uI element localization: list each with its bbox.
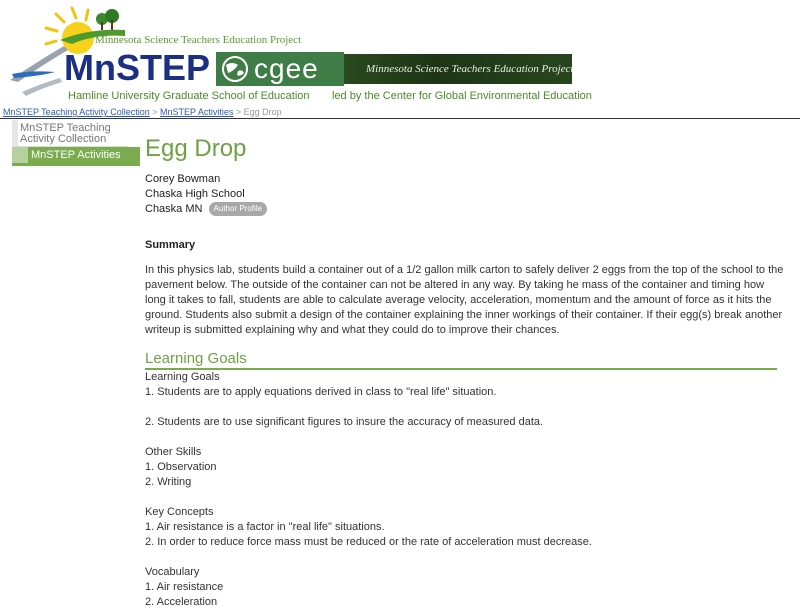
summary-heading: Summary — [145, 239, 196, 251]
vocabulary-heading: Vocabulary — [145, 566, 200, 578]
sidebar-item-collection[interactable]: MnSTEP Teaching Activity Collection — [12, 120, 128, 147]
header-divider — [0, 118, 800, 119]
breadcrumb-current: Egg Drop — [243, 107, 282, 117]
hamline-text: Hamline University Graduate School of Education — [68, 90, 310, 102]
breadcrumb-separator: > — [233, 107, 244, 117]
globe-icon — [220, 55, 250, 83]
breadcrumb-link-collection[interactable]: MnSTEP Teaching Activity Collection — [3, 107, 150, 117]
key-concept-item: 2. In order to reduce force mass must be reduced or the rate of acceleration must decrease. — [145, 536, 592, 548]
vocabulary-item: 2. Acceleration — [145, 596, 218, 608]
cgee-logo — [216, 52, 344, 86]
cgee-tagline: Minnesota Science Teachers Education Project — [366, 63, 574, 75]
other-skills-heading: Other Skills — [145, 446, 202, 458]
learning-goal-item: 2. Students are to use significant figures to insure the accuracy of measured data. — [145, 416, 544, 428]
page-title: Egg Drop — [145, 135, 247, 162]
main-content — [145, 130, 785, 610]
breadcrumb — [3, 107, 282, 117]
sidebar-item-activities[interactable]: MnSTEP Activities — [28, 147, 140, 163]
learning-goals-heading: Learning Goals — [145, 350, 777, 370]
cgee-banner[interactable] — [216, 50, 572, 88]
sidebar-underline — [12, 163, 140, 166]
learning-goals-subheading: Learning Goals — [145, 371, 220, 383]
breadcrumb-separator: > — [149, 107, 161, 117]
summary-text: In this physics lab, students build a container out of a 1/2 gallon milk carton to safely deliver 2 eggs from the top of the school to the pavement below. The outside of the container can not be altered in any way. By taking he mass of the container and timing how long it takes to fall, students are able to calculate average velocity, acceleration, momentum and the amount of force as it hits the ground. Students also submit a design of the container explaining the inner workings of their container. If their egg(s) break another writeup is submitted explaining why and what they could do to improve their chances. — [145, 264, 784, 336]
key-concepts-heading: Key Concepts — [145, 506, 214, 518]
vocabulary-item: 1. Air resistance — [145, 581, 224, 593]
school-name: Chaska High School — [145, 188, 245, 200]
sidebar-indent-strip — [12, 147, 28, 163]
cgee-wordmark: cgee — [254, 53, 319, 84]
other-skill-item: 1. Observation — [145, 461, 217, 473]
breadcrumb-link-activities[interactable]: MnSTEP Activities — [160, 107, 234, 117]
mnstep-wordmark: MnSTEP — [64, 47, 211, 88]
project-title: Minnesota Science Teachers Education Project — [95, 34, 302, 46]
author-name: Corey Bowman — [145, 173, 221, 185]
author-profile-button[interactable]: Author Profile — [209, 202, 267, 216]
key-concept-item: 1. Air resistance is a factor in "real life" situations. — [145, 521, 385, 533]
location-text: Chaska MN — [145, 203, 203, 215]
header-banner — [0, 0, 592, 106]
cgee-led-by: led by the Center for Global Environmental Education — [332, 90, 592, 102]
learning-goal-item: 1. Students are to apply equations derived in class to "real life" situation. — [145, 386, 497, 398]
location-line — [145, 202, 785, 217]
other-skill-item: 2. Writing — [145, 476, 192, 488]
